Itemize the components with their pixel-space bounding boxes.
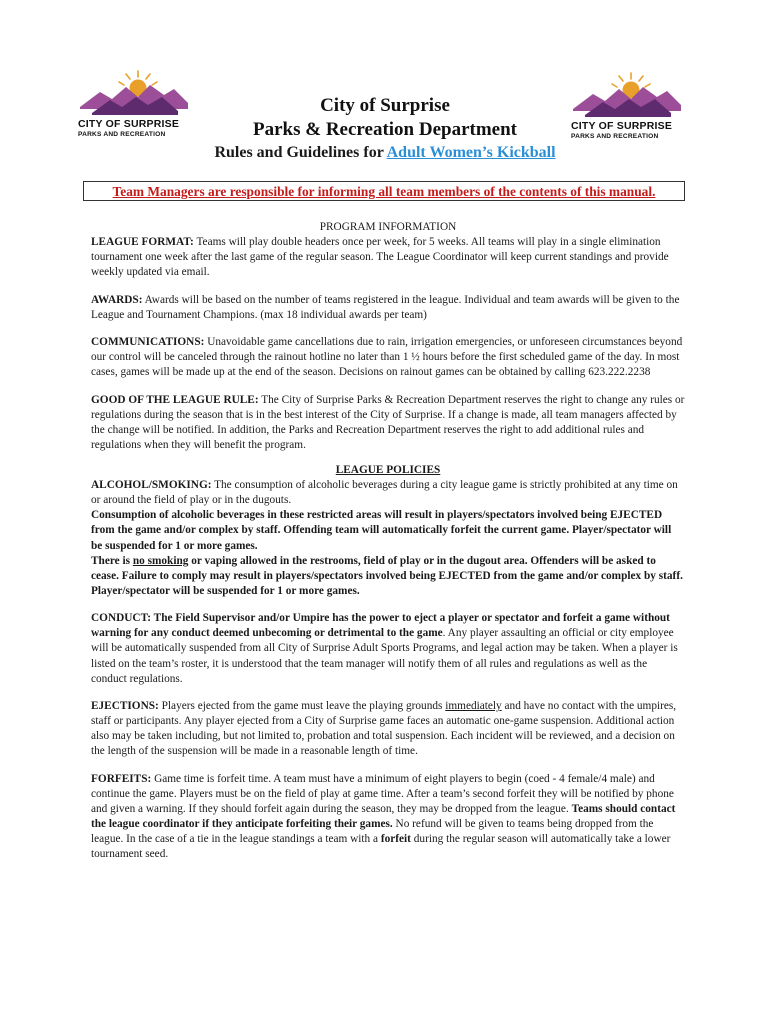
logo-city-name: CITY OF SURPRISE — [571, 120, 673, 132]
program-information-heading: PROGRAM INFORMATION — [319, 221, 457, 233]
conduct-bold-text: CONDUCT: The Field Supervisor and/or Umpire has the power to eject a player or spectator and forfeit a game without warning for any conduct deemed unbecoming or detrimental to the game — [91, 612, 670, 640]
immediately-emphasis: immediately — [445, 700, 502, 713]
section-label: AWARDS: — [91, 293, 143, 306]
awards-paragraph — [91, 293, 685, 323]
page-subtitle — [0, 143, 770, 163]
conduct-paragraph — [91, 611, 685, 686]
section-text: The consumption of alcoholic beverages during a city league game is strictly prohibited at any time on or around the field of play or in the dugouts. — [91, 479, 678, 507]
communications-paragraph — [91, 335, 685, 380]
good-of-league-paragraph — [91, 393, 685, 453]
section-text: and have no contact with the umpires, staff or participants. Any player ejected from a City of Surprise game faces an automatic one-game suspension. Additional action also may be taken including, but not limited to, probation and total suspension. Each incident will be reviewed, and a decision on the length of the suspension will be made in a reasonable length of time. — [91, 700, 677, 758]
alcohol-smoking-paragraph — [91, 478, 685, 508]
smoking-text-b: or vaping allowed in the restrooms, field of play or in the dugout area. Offenders will be asked to cease. Failure to comply may result in players/spectators involved being EJECTED from the game and/or complex by staff. Player/spectator will be suspended for 1 or more games. — [91, 554, 683, 597]
section-label: COMMUNICATIONS: — [91, 336, 205, 349]
logo-city-name: CITY OF SURPRISE — [78, 118, 180, 130]
document-body — [91, 220, 685, 875]
section-text: No refund will be given to teams being dropped from the league. In the case of a tie in the league standings a team with a — [91, 817, 654, 846]
subtitle-prefix: Rules and Guidelines for — [214, 144, 387, 161]
section-text: Game time is forfeit time. A team must have a minimum of eight players to begin (coed - 4 female/4 male) and continue the game. Players must be on the field of play at game time. After a team’s second forfeit they will be notified by phone and given a warning. If they should forfeit again during the season, they may be dropped from the league. — [91, 772, 674, 815]
page-title-city: City of Surprise — [320, 95, 450, 116]
section-label: LEAGUE FORMAT: — [91, 236, 194, 249]
forfeit-emphasis: forfeit — [380, 833, 411, 846]
section-text: The City of Surprise Parks & Recreation Department reserves the right to change any rules or regulations during the season that is in the best interest of the City of Surprise. If a change is made, all team managers affected by the change will be notified. In addition, the Parks and Recreation Department reserves the right to add additional rules and regulations when they will benefit the program. — [91, 393, 685, 452]
section-text: during the regular season will automatically take a lower tournament seed. — [91, 833, 671, 861]
league-format-paragraph — [91, 235, 685, 280]
section-label: EJECTIONS: — [91, 700, 159, 713]
league-policies-heading: LEAGUE POLICIES — [335, 464, 441, 477]
logo-department-name: PARKS AND RECREATION — [78, 131, 166, 138]
page-title-department: Parks & Recreation Department — [253, 119, 517, 140]
smoking-text-a: There is — [91, 554, 133, 567]
program-link[interactable]: Adult Women’s Kickball — [386, 144, 556, 161]
section-text: Players ejected from the game must leave the playing grounds — [158, 700, 446, 713]
section-text: . Any player assaulting an official or city employee will be automatically suspended from all City of Surprise Adult Sports Programs, and legal action may be taken. When a player is listed on the team’s roster, it is understood that the team manager will notify them of all rules and regulations as well as the conduct regulations. — [91, 627, 678, 685]
no-smoking-emphasis: no smoking — [132, 554, 189, 567]
forfeits-paragraph — [91, 772, 685, 863]
ejections-paragraph — [91, 699, 685, 759]
section-text: Awards will be based on the number of teams registered in the league. Individual and team awards will be given to the League and Tournament Champions. (max 18 individual awards per team) — [91, 293, 680, 321]
alcohol-consequence-paragraph: Consumption of alcoholic beverages in these restricted areas will result in players/spectators involved being EJECTED from the game and/or complex by staff. Offending team will automatically forfeit the current game. Player/spectator will be suspended for 1 or more games. — [91, 509, 672, 552]
section-label: GOOD OF THE LEAGUE RULE: — [91, 393, 259, 406]
manager-notice-box: Team Managers are responsible for informing all team members of the contents of this manual. — [83, 181, 685, 201]
logo-department-name: PARKS AND RECREATION — [571, 133, 659, 140]
smoking-rule-paragraph — [91, 554, 685, 599]
section-label: FORFEITS: — [91, 772, 152, 785]
section-text: Teams will play double headers once per week, for 5 weeks. All teams will play in a single elimination tournament one week after the last game of the regular season. The League Coordinator will keep current standings and provide weekly updated via email. — [91, 236, 669, 279]
section-text: Unavoidable game cancellations due to rain, irrigation emergencies, or unforeseen circumstances beyond our control will be canceled through the rainout hotline no later than 1 ½ hours before the first scheduled game of the day. In most cases, games will be made up at the end of the season. Decisions on rainout games can be obtained by calling 623.222.2238 — [91, 336, 683, 379]
section-label: ALCOHOL/SMOKING: — [91, 479, 212, 492]
forfeit-contact-emphasis: Teams should contact the league coordinator if they anticipate forfeiting their games. — [91, 802, 676, 830]
